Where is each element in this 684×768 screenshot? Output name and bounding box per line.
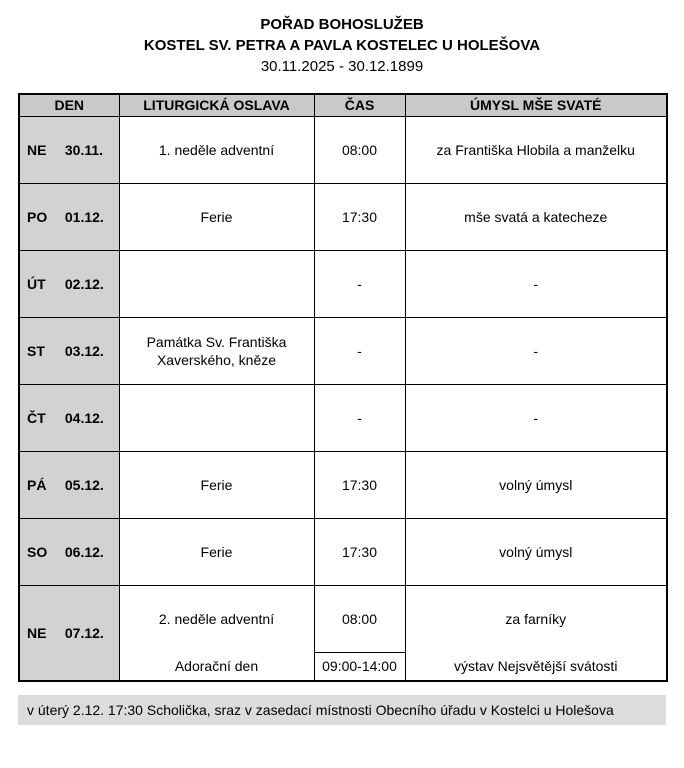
celebration-cell: Ferie bbox=[119, 518, 314, 585]
day-abbr: PÁ bbox=[27, 476, 47, 493]
table-row bbox=[19, 183, 667, 250]
table-row bbox=[19, 451, 667, 518]
intention-line-2: výstav Nejsvětější svátosti bbox=[454, 657, 618, 674]
table-row bbox=[19, 585, 667, 681]
column-header-den: DEN bbox=[19, 94, 119, 116]
table-row bbox=[19, 317, 667, 384]
celebration-line-2: Adorační den bbox=[174, 657, 259, 674]
day-abbr: NE bbox=[27, 141, 47, 158]
intention-cell: - bbox=[405, 250, 667, 317]
day-date: 06.12. bbox=[64, 543, 104, 560]
day-cell bbox=[19, 317, 119, 384]
day-date: 01.12. bbox=[64, 208, 104, 225]
intention-cell: - bbox=[405, 317, 667, 384]
intention-cell: volný úmysl bbox=[405, 518, 667, 585]
table-row bbox=[19, 384, 667, 451]
table-row bbox=[19, 250, 667, 317]
time-cell: 08:00 bbox=[314, 116, 405, 183]
celebration-line-1: 2. neděle adventní bbox=[158, 610, 275, 627]
time-line-1: 08:00 bbox=[341, 610, 378, 627]
day-date: 03.12. bbox=[64, 342, 104, 359]
column-header-umysl: ÚMYSL MŠE SVATÉ bbox=[405, 94, 667, 116]
intention-cell: mše svatá a katecheze bbox=[405, 183, 667, 250]
table-row bbox=[19, 518, 667, 585]
day-abbr: ČT bbox=[27, 409, 46, 426]
intention-cell: - bbox=[405, 384, 667, 451]
intention-line-1: za farníky bbox=[505, 610, 567, 627]
day-abbr: ST bbox=[27, 342, 45, 359]
day-cell bbox=[19, 585, 119, 681]
time-cell: - bbox=[314, 317, 405, 384]
intention-cell: volný úmysl bbox=[405, 451, 667, 518]
day-date: 30.11. bbox=[64, 141, 104, 158]
time-cell: 17:30 bbox=[314, 518, 405, 585]
table-row bbox=[19, 116, 667, 183]
time-cell: 17:30 bbox=[314, 451, 405, 518]
day-abbr: PO bbox=[27, 208, 48, 225]
day-abbr: SO bbox=[27, 543, 48, 560]
day-abbr: NE bbox=[27, 624, 47, 641]
day-date: 05.12. bbox=[64, 476, 104, 493]
day-cell bbox=[19, 183, 119, 250]
schedule-table bbox=[18, 93, 668, 682]
column-header-cas: ČAS bbox=[314, 94, 405, 116]
celebration-cell: Památka Sv. Františka Xaverského, kněze bbox=[119, 317, 314, 384]
table-header-row bbox=[19, 94, 667, 116]
day-cell bbox=[19, 451, 119, 518]
day-cell bbox=[19, 518, 119, 585]
column-header-liturgicka-oslava: LITURGICKÁ OSLAVA bbox=[119, 94, 314, 116]
day-date: 04.12. bbox=[64, 409, 104, 426]
day-cell bbox=[19, 384, 119, 451]
celebration-cell: Ferie bbox=[119, 451, 314, 518]
footer-note: v úterý 2.12. 17:30 Scholička, sraz v zasedací místnosti Obecního úřadu v Kostelci u Holešova bbox=[18, 695, 666, 725]
date-range: 30.11.2025 - 30.12.1899 bbox=[260, 58, 424, 75]
time-cell: - bbox=[314, 384, 405, 451]
page-subtitle: KOSTEL SV. PETRA A PAVLA KOSTELEC U HOLEŠOVA bbox=[143, 37, 541, 54]
celebration-cell: Ferie bbox=[119, 183, 314, 250]
intention-cell: za Františka Hlobila a manželku bbox=[405, 116, 667, 183]
celebration-cell bbox=[119, 250, 314, 317]
celebration-cell bbox=[119, 384, 314, 451]
time-line-2: 09:00-14:00 bbox=[315, 652, 405, 680]
document-header bbox=[18, 14, 666, 77]
day-cell bbox=[19, 250, 119, 317]
page-title: POŘAD BOHOSLUŽEB bbox=[260, 16, 424, 33]
day-abbr: ÚT bbox=[27, 275, 46, 292]
celebration-cell: 1. neděle adventní bbox=[119, 116, 314, 183]
time-cell: 17:30 bbox=[314, 183, 405, 250]
day-date: 07.12. bbox=[64, 624, 104, 641]
time-cell bbox=[314, 585, 405, 681]
day-date: 02.12. bbox=[64, 275, 104, 292]
celebration-cell bbox=[119, 585, 314, 681]
intention-cell bbox=[405, 585, 667, 681]
time-cell: - bbox=[314, 250, 405, 317]
day-cell bbox=[19, 116, 119, 183]
